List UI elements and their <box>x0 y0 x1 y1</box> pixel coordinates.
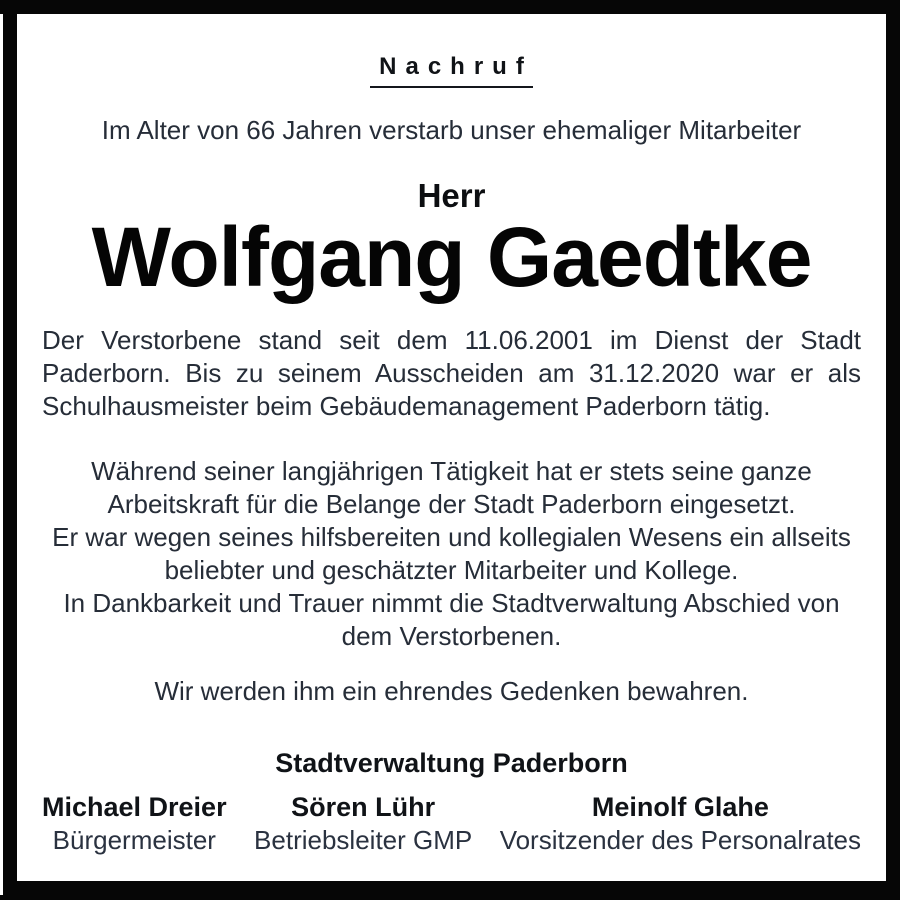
paragraph-tribute-line: In Dankbarkeit und Trauer nimmt die Stadtverwaltung Abschied von <box>63 588 840 618</box>
paragraph-tribute <box>42 455 861 653</box>
organization-name: Stadtverwaltung Paderborn <box>275 748 628 778</box>
signatory-name: Meinolf Glahe <box>591 792 769 822</box>
signatory <box>42 792 227 855</box>
signatory-role: Vorsitzender des Personalrates <box>499 825 861 855</box>
obituary-content <box>17 14 886 881</box>
signatory <box>254 792 472 855</box>
closing-line: Wir werden ihm ein ehrendes Gedenken bewahren. <box>154 676 749 706</box>
signatory-name: Sören Lühr <box>291 792 436 822</box>
paragraph-tribute-line: dem Verstorbenen. <box>341 621 562 651</box>
salutation: Herr <box>417 177 486 214</box>
paragraph-service-line: Schulhausmeister beim Gebäudemanagement Paderborn tätig. <box>42 391 771 421</box>
paragraph-service <box>42 324 861 423</box>
signatory <box>500 792 861 855</box>
signatory-role: Betriebsleiter GMP <box>254 825 473 855</box>
paragraph-tribute-line: beliebter und geschätzter Mitarbeiter und Kollege. <box>164 555 739 585</box>
signatory-role: Bürgermeister <box>52 825 216 855</box>
signatory-name: Michael Dreier <box>42 792 227 822</box>
signature-row <box>42 792 861 855</box>
intro-line: Im Alter von 66 Jahren verstarb unser ehemaliger Mitarbeiter <box>101 115 802 145</box>
paragraph-tribute-line: Arbeitskraft für die Belange der Stadt Paderborn eingesetzt. <box>107 489 796 519</box>
paragraph-service-line: Paderborn. Bis zu seinem Ausscheiden am 31.12.2020 war er als <box>42 358 861 388</box>
title-block <box>42 54 861 88</box>
bottom-border-band <box>0 895 900 900</box>
paragraph-tribute-line: Während seiner langjährigen Tätigkeit hat er stets seine ganze <box>91 456 812 486</box>
deceased-name: Wolfgang Gaedtke <box>91 210 812 304</box>
paragraph-tribute-line: Er war wegen seines hilfsbereiten und kollegialen Wesens ein allseits <box>52 522 851 552</box>
obituary-title: Nachruf <box>370 54 533 88</box>
paragraph-service-line: Der Verstorbene stand seit dem 11.06.2001 im Dienst der Stadt <box>42 325 861 355</box>
